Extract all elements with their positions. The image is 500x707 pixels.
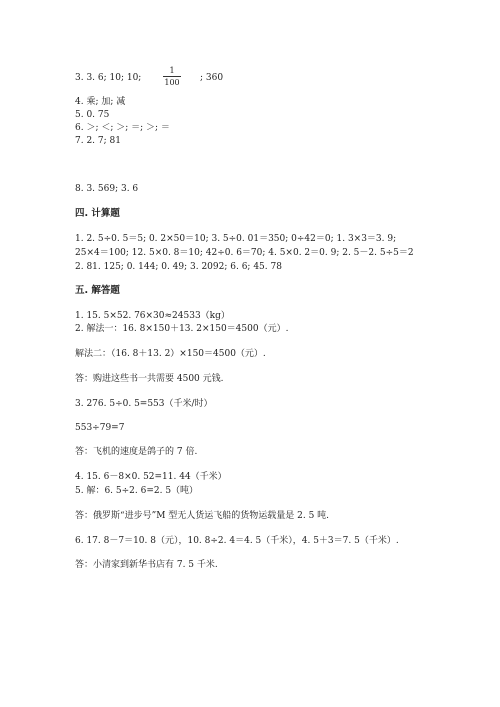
solution-line-12: 答：小清家到新华书店有 7. 5 千米. (75, 560, 218, 570)
calc-line-1: 1. 2. 5÷0. 5＝5; 0. 2×50＝10; 3. 5÷0. 01＝350; 0÷42＝0; 1. 3×3＝3. 9; (75, 234, 397, 244)
fraction-bar (163, 76, 181, 77)
solution-line-9: 5. 解：6. 5÷2. 6=2. 5（吨） (75, 486, 199, 496)
fraction (163, 66, 181, 87)
solution-line-3: 解法二：（16. 8＋13. 2）×150＝4500（元）. (75, 349, 266, 359)
section-5-heading: 五. 解答题 (75, 285, 120, 296)
answer-8: 8. 3. 569; 3. 6 (75, 184, 139, 194)
solution-line-7: 答：飞机的速度是鸽子的 7 倍. (75, 447, 198, 457)
solution-line-11: 6. 17. 8－7＝10. 8（元），10. 8÷2. 4＝4. 5（千米），4. 5＋3＝7. 5（千米）. (75, 536, 399, 546)
solution-line-4: 答：购进这些书一共需要 4500 元钱. (75, 374, 224, 384)
solution-line-6: 553÷79=7 (75, 423, 125, 433)
calc-line-3: 2. 81. 125; 0. 144; 0. 49; 3. 2092; 6. 6; 45. 78 (75, 262, 282, 272)
answer-4: 4. 乘; 加; 减 (75, 97, 126, 107)
answer-6: 6. ＞; ＜; ＞; ＝; ＞; ＝ (75, 123, 170, 133)
answer-7: 7. 2. 7; 81 (75, 136, 121, 146)
answer-5: 5. 0. 75 (75, 110, 110, 120)
solution-line-5: 3. 276. 5÷0. 5=553（千米/时） (75, 399, 213, 409)
solution-line-8: 4. 15. 6－8×0. 52=11. 44（千米） (75, 472, 227, 482)
fraction-numerator: 1 (169, 66, 175, 75)
section-4-heading: 四. 计算题 (75, 208, 120, 219)
answer-3-prefix: 3. 3. 6; 10; 10; (75, 73, 142, 83)
calc-line-2: 25×4＝100; 12. 5×0. 8＝10; 42÷0. 6＝70; 4. 5×0. 2＝0. 9; 2. 5－2. 5÷5＝2 (75, 248, 414, 258)
solution-line-10: 答：俄罗斯“进步号”M 型无人货运飞船的货物运载量是 2. 5 吨. (75, 511, 330, 521)
answer-3-tail: ; 360 (200, 73, 224, 83)
solution-line-2: 2. 解法一：16. 8×150＋13. 2×150＝4500（元）. (75, 324, 289, 334)
fraction-denominator: 100 (164, 78, 180, 87)
solution-line-1: 1. 15. 5×52. 76×30≈24533（kg） (75, 311, 230, 321)
